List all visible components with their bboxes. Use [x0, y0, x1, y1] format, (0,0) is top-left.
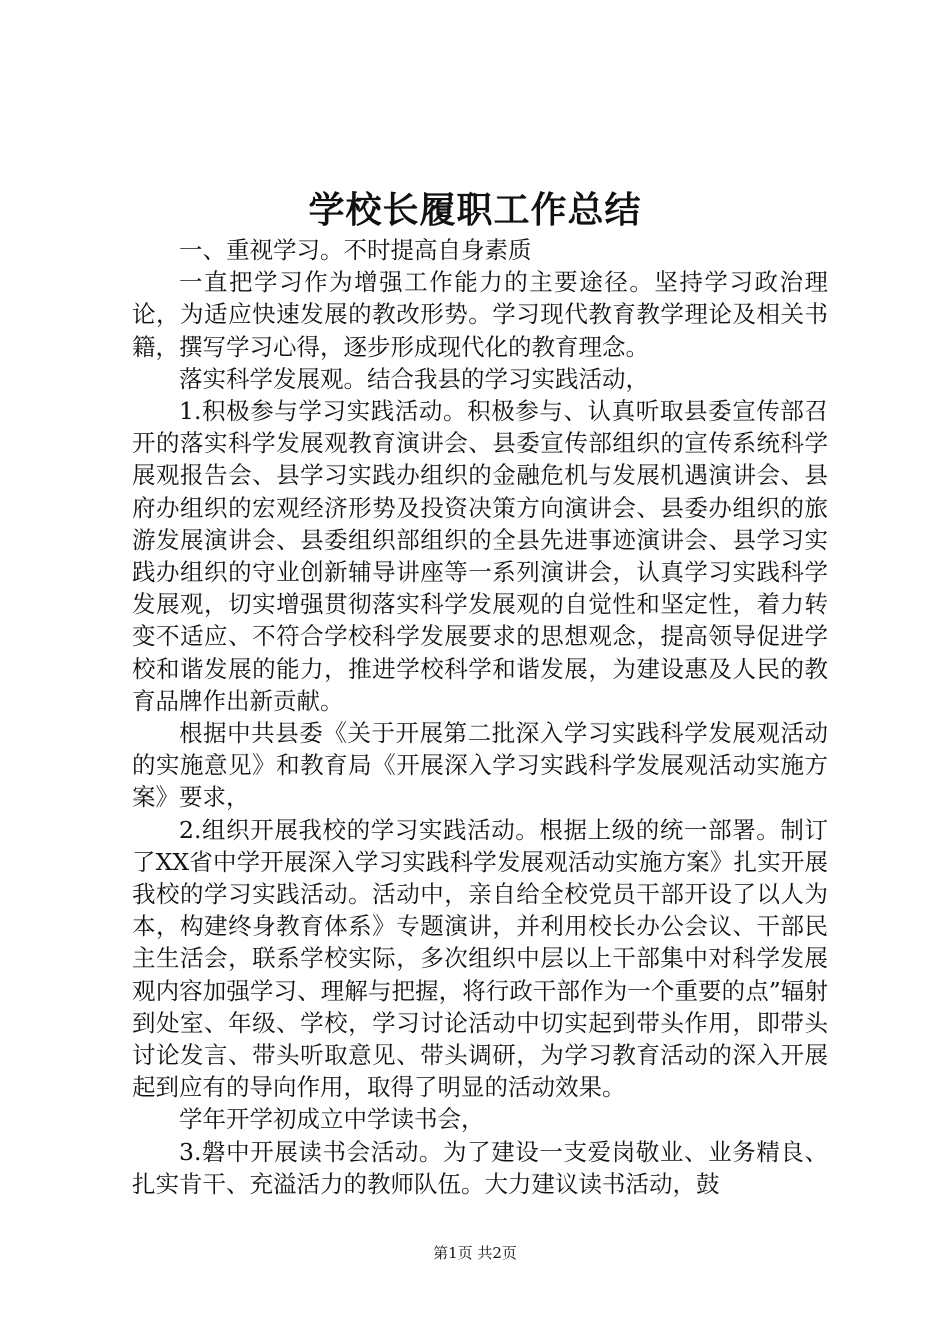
- paragraph-scientific-development: 落实科学发展观。结合我县的学习实践活动，: [179, 364, 649, 393]
- paragraph-study-approach: 一直把学习作为增强工作能力的主要途径。坚持学习政治理论，为适应快速发展的教改形势。学习现代教育教学理论及相关书籍，撰写学习心得，逐步形成现代化的教育理念。: [132, 268, 828, 361]
- section-heading-1: 一、重视学习。不时提高自身素质: [179, 236, 532, 264]
- paragraph-item-3: 3.磐中开展读书会活动。为了建设一支爱岗敬业、业务精良、扎实肯干、充溢活力的教师队伍。大力建议读书活动，鼓: [132, 1137, 828, 1198]
- paragraph-item-1: 1.积极参与学习实践活动。积极参与、认真听取县委宣传部召开的落实科学发展观教育演讲会、县委宣传部组织的宣传系统科学展观报告会、县学习实践办组织的金融危机与发展机遇演讲会、县府办组织的宏观经济形势及投资决策方向演讲会、县委办组织的旅游发展演讲会、县委组织部组织的全县先进事迹演讲会、县学习实践办组织的守业创新辅导讲座等一系列演讲会，认真学习实践科学发展观，切实增强贯彻落实科学发展观的自觉性和坚定性，着力转变不适应、不符合学校科学发展要求的思想观念，提高领导促进学校和谐发展的能力，推进学校科学和谐发展，为建设惠及人民的教育品牌作出新贡献。: [132, 397, 828, 715]
- document-body: [132, 234, 828, 1200]
- document-title: 学校长履职工作总结: [308, 189, 642, 231]
- paragraph-according-to: 根据中共县委《关于开展第二批深入学习实践科学发展观活动的实施意见》和教育局《开展深入学习实践科学发展观活动实施方案》要求，: [132, 719, 828, 812]
- paragraph-item-2: 2.组织开展我校的学习实践活动。根据上级的统一部署。制订了XX省中学开展深入学习实践科学发展观活动实施方案》扎实开展我校的学习实践活动。活动中，亲自给全校党员干部开设了以人为本，构建终身教育体系》专题演讲，并利用校长办公会议、干部民主生活会，联系学校实际，多次组织中层以上干部集中对科学发展观内容加强学习、理解与把握，将行政干部作为一个重要的点”辐射到处室、年级、学校，学习讨论活动中切实起到带头作用，即带头讨论发言、带头听取意见、带头调研，为学习教育活动的深入开展起到应有的导向作用，取得了明显的活动效果。: [132, 815, 828, 1102]
- paragraph-reading-club: 学年开学初成立中学读书会，: [179, 1105, 485, 1134]
- page-footer: 第1页 共2页: [433, 1244, 517, 1262]
